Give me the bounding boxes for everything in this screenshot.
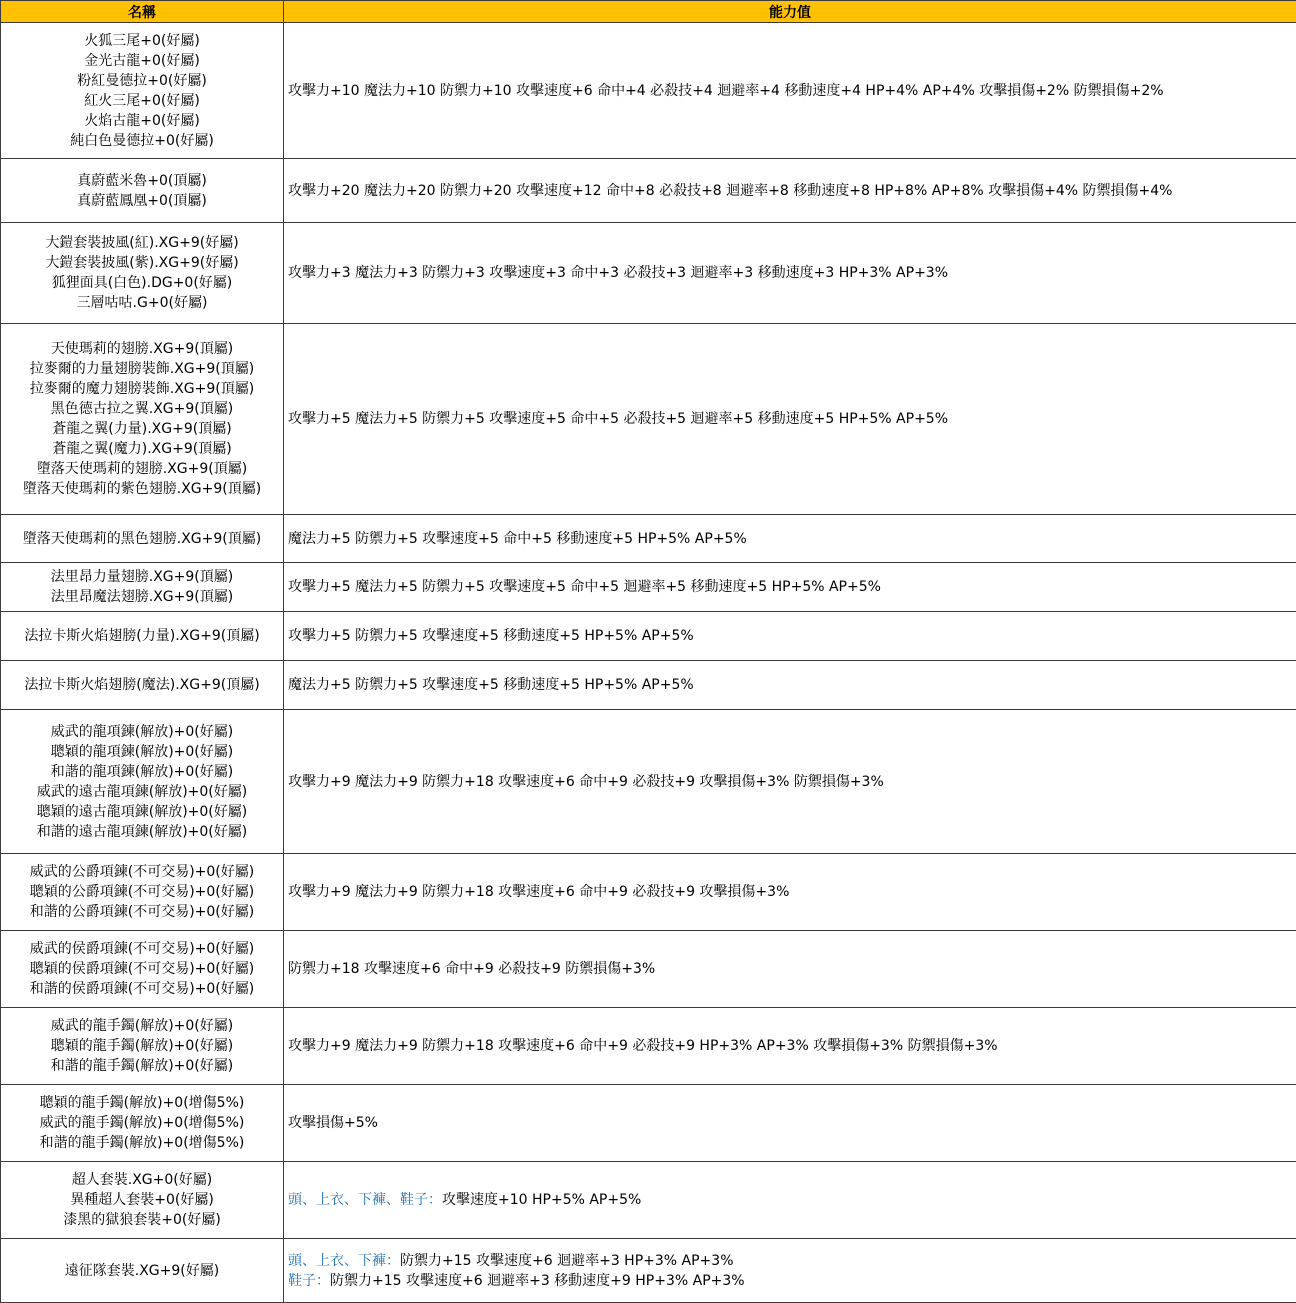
item-name: 純白色曼德拉+0(好屬)	[1, 131, 283, 151]
item-name: 和諧的龍手鐲(解放)+0(增傷5%)	[1, 1133, 283, 1153]
ability-text: 攻擊損傷+5%	[288, 1115, 378, 1131]
item-name: 蒼龍之翼(魔力).XG+9(頂屬)	[1, 439, 283, 459]
item-names-cell	[1, 931, 284, 1008]
ability-text: 攻擊力+9 魔法力+9 防禦力+18 攻擊速度+6 命中+9 必殺技+9 攻擊損傷+3% 防禦損傷+3%	[288, 774, 884, 790]
equipment-slot-label: 頭、上衣、下褲、鞋子：	[288, 1192, 442, 1208]
table-row	[1, 1239, 1296, 1303]
table-row	[1, 661, 1296, 710]
ability-line	[288, 1251, 1296, 1271]
item-name: 超人套裝.XG+0(好屬)	[1, 1170, 283, 1190]
item-names-cell	[1, 1008, 284, 1085]
item-name: 墮落天使瑪莉的黑色翅膀.XG+9(頂屬)	[1, 529, 283, 549]
item-name: 天使瑪莉的翅膀.XG+9(頂屬)	[1, 339, 283, 359]
item-name: 和諧的侯爵項鍊(不可交易)+0(好屬)	[1, 979, 283, 999]
item-names-cell	[1, 854, 284, 931]
item-name: 聰穎的侯爵項鍊(不可交易)+0(好屬)	[1, 959, 283, 979]
ability-line	[288, 529, 1296, 549]
table-row	[1, 223, 1296, 324]
item-name: 墮落天使瑪莉的紫色翅膀.XG+9(頂屬)	[1, 479, 283, 499]
ability-line	[288, 1271, 1296, 1291]
item-name: 和諧的遠古龍項鍊(解放)+0(好屬)	[1, 822, 283, 842]
item-name: 遠征隊套裝.XG+9(好屬)	[1, 1261, 283, 1281]
item-name: 和諧的龍項鍊(解放)+0(好屬)	[1, 762, 283, 782]
ability-cell	[284, 515, 1296, 563]
ability-line	[288, 181, 1296, 201]
item-name: 漆黑的獄狼套裝+0(好屬)	[1, 1210, 283, 1230]
item-name: 大鎧套裝披風(紫).XG+9(好屬)	[1, 253, 283, 273]
item-name: 聰穎的遠古龍項鍊(解放)+0(好屬)	[1, 802, 283, 822]
item-names-cell	[1, 612, 284, 661]
item-name: 法拉卡斯火焰翅膀(力量).XG+9(頂屬)	[1, 626, 283, 646]
ability-cell	[284, 710, 1296, 854]
equipment-slot-label: 頭、上衣、下褲：	[288, 1253, 400, 1269]
table-row	[1, 931, 1296, 1008]
item-name: 聰穎的公爵項鍊(不可交易)+0(好屬)	[1, 882, 283, 902]
item-name: 拉麥爾的魔力翅膀裝飾.XG+9(頂屬)	[1, 379, 283, 399]
ability-line	[288, 675, 1296, 695]
ability-line	[288, 577, 1296, 597]
table-row	[1, 563, 1296, 612]
item-name: 蒼龍之翼(力量).XG+9(頂屬)	[1, 419, 283, 439]
table-row	[1, 23, 1296, 159]
ability-line	[288, 1036, 1296, 1056]
item-names-cell	[1, 661, 284, 710]
item-name: 法里昂魔法翅膀.XG+9(頂屬)	[1, 587, 283, 607]
item-name: 法拉卡斯火焰翅膀(魔法).XG+9(頂屬)	[1, 675, 283, 695]
item-name: 聰穎的龍手鐲(解放)+0(增傷5%)	[1, 1093, 283, 1113]
item-name: 威武的公爵項鍊(不可交易)+0(好屬)	[1, 862, 283, 882]
ability-cell	[284, 1008, 1296, 1085]
ability-text: 魔法力+5 防禦力+5 攻擊速度+5 命中+5 移動速度+5 HP+5% AP+5%	[288, 531, 747, 547]
item-name: 真蔚藍米魯+0(頂屬)	[1, 171, 283, 191]
ability-text: 防禦力+15 攻擊速度+6 迴避率+3 HP+3% AP+3%	[400, 1253, 734, 1269]
item-name: 粉紅曼德拉+0(好屬)	[1, 71, 283, 91]
table-row	[1, 1008, 1296, 1085]
ability-line	[288, 626, 1296, 646]
ability-text: 攻擊力+5 魔法力+5 防禦力+5 攻擊速度+5 命中+5 必殺技+5 迴避率+5 移動速度+5 HP+5% AP+5%	[288, 411, 948, 427]
item-names-cell	[1, 1239, 284, 1303]
ability-text: 防禦力+15 攻擊速度+6 迴避率+3 移動速度+9 HP+3% AP+3%	[330, 1273, 745, 1289]
ability-cell	[284, 1239, 1296, 1303]
ability-text: 攻擊力+9 魔法力+9 防禦力+18 攻擊速度+6 命中+9 必殺技+9 攻擊損傷+3%	[288, 884, 789, 900]
item-name: 火焰古龍+0(好屬)	[1, 111, 283, 131]
ability-text: 魔法力+5 防禦力+5 攻擊速度+5 移動速度+5 HP+5% AP+5%	[288, 677, 694, 693]
ability-text: 攻擊力+3 魔法力+3 防禦力+3 攻擊速度+3 命中+3 必殺技+3 迴避率+3 移動速度+3 HP+3% AP+3%	[288, 265, 948, 281]
ability-line	[288, 81, 1296, 101]
item-name: 拉麥爾的力量翅膀裝飾.XG+9(頂屬)	[1, 359, 283, 379]
ability-text: 攻擊力+20 魔法力+20 防禦力+20 攻擊速度+12 命中+8 必殺技+8 迴避率+8 移動速度+8 HP+8% AP+8% 攻擊損傷+4% 防禦損傷+4%	[288, 183, 1172, 199]
ability-cell	[284, 1162, 1296, 1239]
ability-cell	[284, 1085, 1296, 1162]
item-name: 法里昂力量翅膀.XG+9(頂屬)	[1, 567, 283, 587]
name-column-header: 名稱	[1, 1, 284, 23]
item-name: 異種超人套裝+0(好屬)	[1, 1190, 283, 1210]
item-name: 威武的侯爵項鍊(不可交易)+0(好屬)	[1, 939, 283, 959]
item-name: 黑色德古拉之翼.XG+9(頂屬)	[1, 399, 283, 419]
ability-line	[288, 409, 1296, 429]
ability-cell	[284, 612, 1296, 661]
table-row	[1, 854, 1296, 931]
item-name: 真蔚藍鳳凰+0(頂屬)	[1, 191, 283, 211]
item-name: 狐狸面具(白色).DG+0(好屬)	[1, 273, 283, 293]
ability-cell	[284, 324, 1296, 515]
ability-text: 攻擊力+5 魔法力+5 防禦力+5 攻擊速度+5 命中+5 迴避率+5 移動速度+5 HP+5% AP+5%	[288, 579, 881, 595]
item-names-cell	[1, 1162, 284, 1239]
item-name: 威武的遠古龍項鍊(解放)+0(好屬)	[1, 782, 283, 802]
ability-text: 攻擊力+5 防禦力+5 攻擊速度+5 移動速度+5 HP+5% AP+5%	[288, 628, 694, 644]
item-name: 威武的龍手鐲(解放)+0(好屬)	[1, 1016, 283, 1036]
table-header-row	[1, 1, 1296, 23]
item-names-cell	[1, 324, 284, 515]
ability-cell	[284, 563, 1296, 612]
ability-text: 防禦力+18 攻擊速度+6 命中+9 必殺技+9 防禦損傷+3%	[288, 961, 655, 977]
ability-cell	[284, 854, 1296, 931]
equipment-slot-label: 鞋子：	[288, 1273, 330, 1289]
item-name: 聰穎的龍項鍊(解放)+0(好屬)	[1, 742, 283, 762]
ability-line	[288, 263, 1296, 283]
ability-line	[288, 772, 1296, 792]
ability-line	[288, 959, 1296, 979]
item-names-cell	[1, 563, 284, 612]
item-name: 和諧的龍手鐲(解放)+0(好屬)	[1, 1056, 283, 1076]
item-names-cell	[1, 1085, 284, 1162]
ability-line	[288, 1190, 1296, 1210]
ability-line	[288, 882, 1296, 902]
table-row	[1, 1085, 1296, 1162]
item-name: 威武的龍手鐲(解放)+0(增傷5%)	[1, 1113, 283, 1133]
table-row	[1, 324, 1296, 515]
item-names-cell	[1, 23, 284, 159]
item-name: 紅火三尾+0(好屬)	[1, 91, 283, 111]
item-names-cell	[1, 515, 284, 563]
item-names-cell	[1, 223, 284, 324]
item-name: 火狐三尾+0(好屬)	[1, 31, 283, 51]
ability-cell	[284, 159, 1296, 223]
ability-line	[288, 1113, 1296, 1133]
item-name: 墮落天使瑪莉的翅膀.XG+9(頂屬)	[1, 459, 283, 479]
table-row	[1, 710, 1296, 854]
item-name: 三層咕咕.G+0(好屬)	[1, 293, 283, 313]
table-row	[1, 159, 1296, 223]
ability-text: 攻擊力+9 魔法力+9 防禦力+18 攻擊速度+6 命中+9 必殺技+9 HP+3% AP+3% 攻擊損傷+3% 防禦損傷+3%	[288, 1038, 998, 1054]
ability-cell	[284, 661, 1296, 710]
item-name: 威武的龍項鍊(解放)+0(好屬)	[1, 722, 283, 742]
table-row	[1, 1162, 1296, 1239]
ability-cell	[284, 931, 1296, 1008]
item-name: 金光古龍+0(好屬)	[1, 51, 283, 71]
item-name: 大鎧套裝披風(紅).XG+9(好屬)	[1, 233, 283, 253]
item-name: 和諧的公爵項鍊(不可交易)+0(好屬)	[1, 902, 283, 922]
table-row	[1, 612, 1296, 661]
item-names-cell	[1, 159, 284, 223]
item-name: 聰穎的龍手鐲(解放)+0(好屬)	[1, 1036, 283, 1056]
item-names-cell	[1, 710, 284, 854]
ability-cell	[284, 23, 1296, 159]
ability-cell	[284, 223, 1296, 324]
ability-column-header: 能力值	[284, 1, 1296, 23]
ability-text: 攻擊速度+10 HP+5% AP+5%	[442, 1192, 641, 1208]
table-row	[1, 515, 1296, 563]
ability-text: 攻擊力+10 魔法力+10 防禦力+10 攻擊速度+6 命中+4 必殺技+4 迴避率+4 移動速度+4 HP+4% AP+4% 攻擊損傷+2% 防禦損傷+2%	[288, 83, 1164, 99]
